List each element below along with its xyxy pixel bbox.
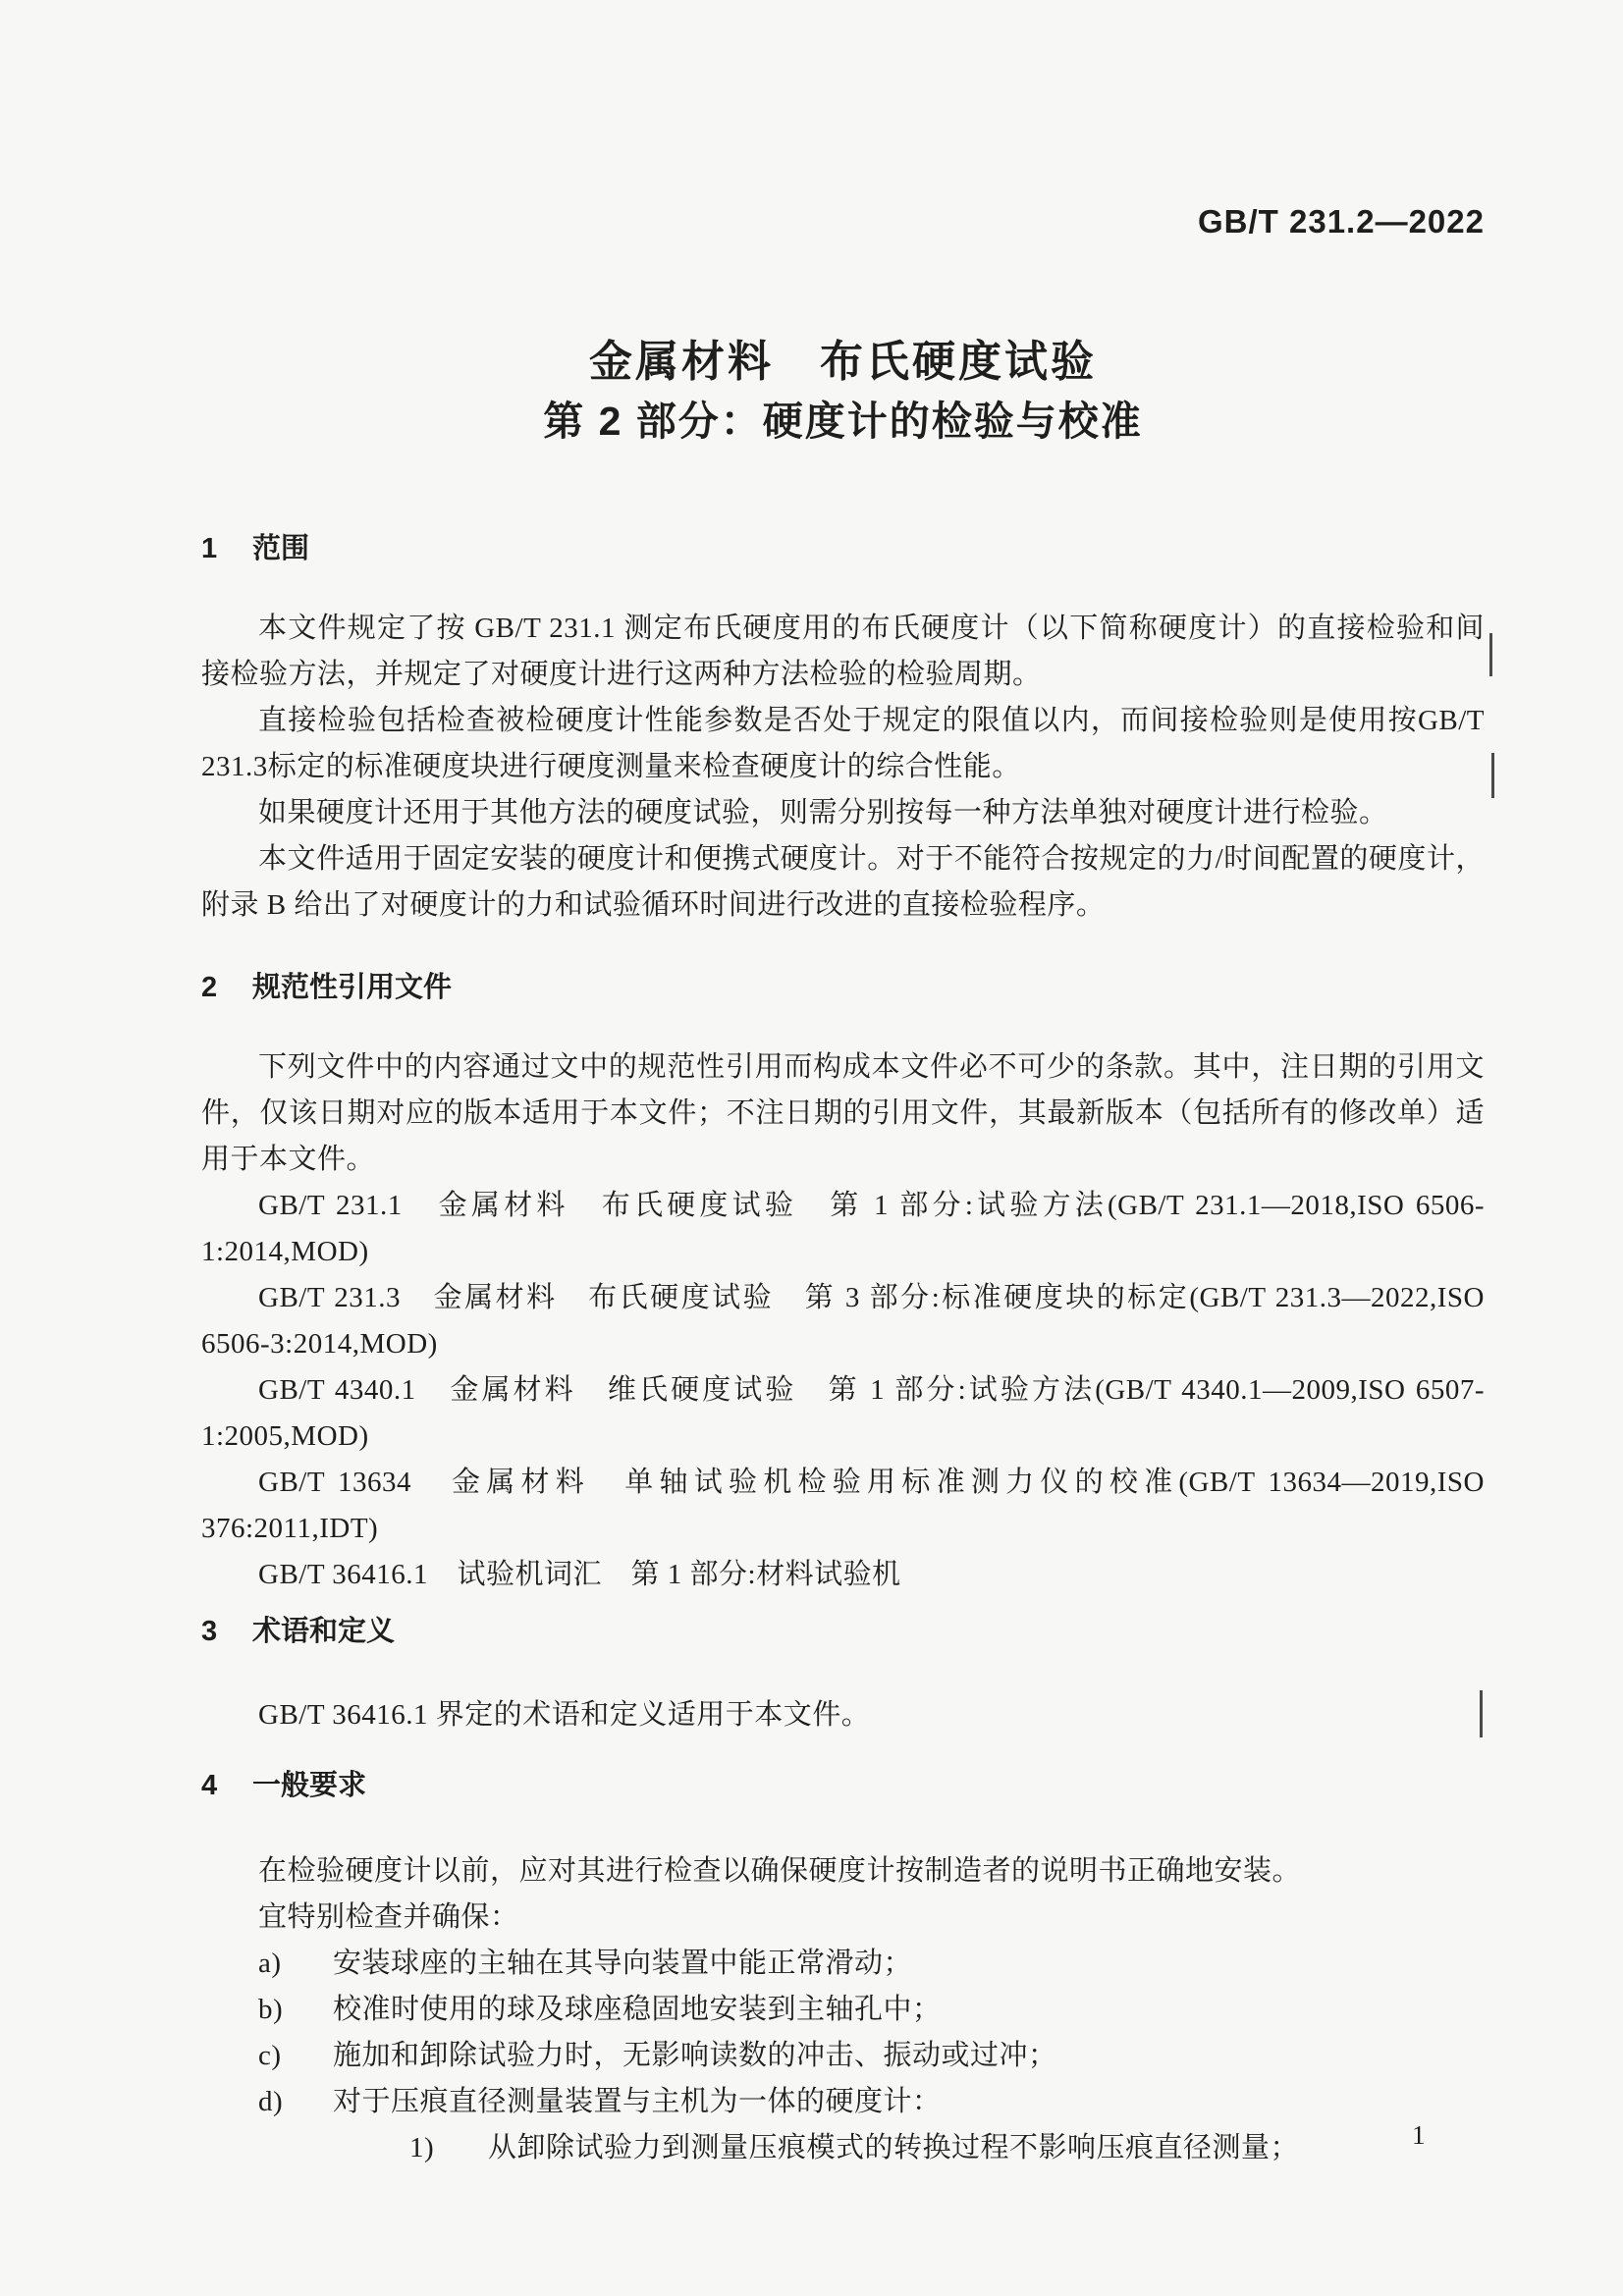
list-item-text: 安装球座的主轴在其导向装置中能正常滑动； — [333, 1948, 913, 1980]
revision-change-bar — [1489, 633, 1492, 676]
list-item-marker: c) — [258, 2040, 282, 2072]
title-line-1: 金属材料 布氏硬度试验 — [589, 337, 1097, 386]
paragraph: 在检验硬度计以前，应对其进行检查以确保硬度计按制造者的说明书正确地安装。 — [258, 1855, 1302, 1888]
section-title: 范围 — [252, 533, 310, 565]
section-number: 3 — [201, 1616, 218, 1648]
section-heading — [201, 1614, 1485, 1649]
section-heading — [201, 970, 1485, 1005]
document-title — [201, 338, 1485, 446]
paragraph: GB/T 36416.1 界定的术语和定义适用于本文件。 — [258, 1699, 871, 1732]
paragraph: 直接检验包括检查被检硬度计性能参数是否处于规定的限值以内，而间接检验则是使用按GB/T 231.3标定的标准硬度块进行硬度测量来检查硬度计的综合性能。 — [201, 705, 1485, 783]
section-heading — [201, 1768, 1485, 1803]
list-item — [258, 2079, 1485, 2125]
section-number: 2 — [201, 972, 218, 1004]
section-general-requirements — [201, 1768, 1485, 2171]
page-content — [201, 0, 1485, 2171]
paragraph: 如果硬度计还用于其他方法的硬度试验，则需分别按每一种方法单独对硬度计进行检验。 — [258, 797, 1388, 829]
list-item-marker: 1) — [409, 2132, 435, 2164]
section-number: 4 — [201, 1770, 218, 1802]
paragraph: 下列文件中的内容通过文中的规范性引用而构成本文件必不可少的条款。其中，注日期的引用文件，仅该日期对应的版本适用于本文件；不注日期的引用文件，其最新版本（包括所有的修改单）适用于本文件。 — [201, 1051, 1485, 1176]
section-title: 术语和定义 — [252, 1616, 396, 1648]
requirement-list — [201, 1941, 1485, 2171]
list-item-text: 校准时使用的球及球座稳固地安装到主轴孔中； — [333, 1994, 942, 2026]
sub-list-item — [409, 2125, 1485, 2171]
reference-entry: GB/T 231.1 金属材料 布氏硬度试验 第 1 部分:试验方法(GB/T 231.1—2018,ISO 6506-1:2014,MOD) — [201, 1190, 1485, 1268]
standard-number: GB/T 231.2—2022 — [1198, 203, 1485, 240]
title-line-2: 第 2 部分：硬度计的检验与校准 — [543, 399, 1143, 445]
list-item — [258, 2033, 1485, 2079]
list-item — [258, 1987, 1485, 2033]
list-item-marker: d) — [258, 2086, 284, 2118]
revision-change-bar — [1480, 1690, 1483, 1737]
reference-entry: GB/T 231.3 金属材料 布氏硬度试验 第 3 部分:标准硬度块的标定(GB/T 231.3—2022,ISO 6506-3:2014,MOD) — [201, 1282, 1485, 1361]
paragraph: 宜特别检查并确保： — [258, 1901, 519, 1934]
list-item-text: 对于压痕直径测量装置与主机为一体的硬度计： — [333, 2086, 942, 2118]
reference-entry: GB/T 36416.1 试验机词汇 第 1 部分:材料试验机 — [258, 1559, 901, 1591]
list-item-marker: b) — [258, 1994, 284, 2026]
section-title: 一般要求 — [252, 1770, 367, 1802]
section-title: 规范性引用文件 — [252, 972, 453, 1004]
paragraph: 本文件规定了按 GB/T 231.1 测定布氏硬度用的布氏硬度计（以下简称硬度计）的直接检验和间接检验方法，并规定了对硬度计进行这两种方法检验的检验周期。 — [201, 613, 1485, 691]
list-item-text: 从卸除试验力到测量压痕模式的转换过程不影响压痕直径测量； — [488, 2132, 1300, 2164]
paragraph: 本文件适用于固定安装的硬度计和便携式硬度计。对于不能符合按规定的力/时间配置的硬度计，附录 B 给出了对硬度计的力和试验循环时间进行改进的直接检验程序。 — [201, 843, 1485, 922]
section-number: 1 — [201, 533, 218, 565]
reference-entry: GB/T 4340.1 金属材料 维氏硬度试验 第 1 部分:试验方法(GB/T 4340.1—2009,ISO 6507-1:2005,MOD) — [201, 1374, 1485, 1453]
list-item-marker: a) — [258, 1948, 282, 1980]
section-scope — [201, 531, 1485, 929]
section-heading — [201, 531, 1485, 566]
list-item-text: 施加和卸除试验力时，无影响读数的冲击、振动或过冲； — [333, 2040, 1057, 2072]
section-terms-definitions — [201, 1614, 1485, 1738]
section-normative-references — [201, 970, 1485, 1598]
page-number: 1 — [1412, 2120, 1426, 2150]
reference-entry: GB/T 13634 金属材料 单轴试验机检验用标准测力仪的校准(GB/T 13634—2019,ISO 376:2011,IDT) — [201, 1467, 1485, 1545]
revision-change-bar — [1491, 753, 1494, 798]
list-item — [258, 1941, 1485, 1987]
